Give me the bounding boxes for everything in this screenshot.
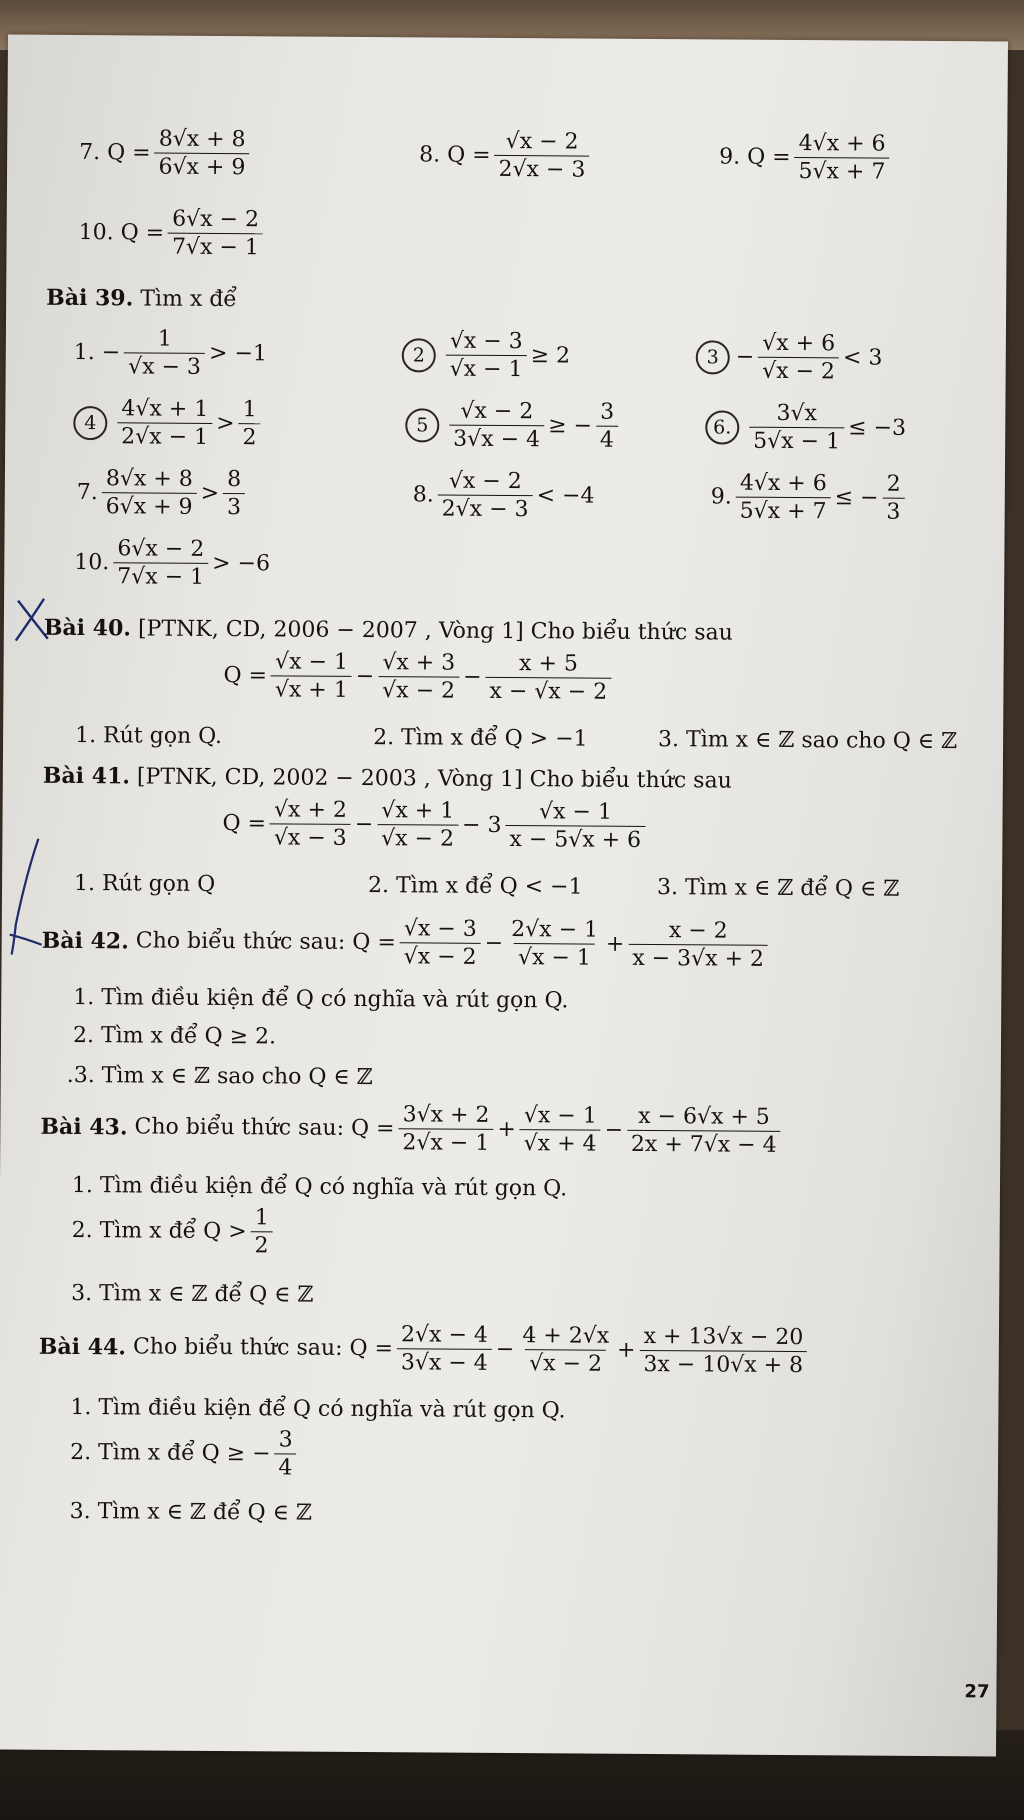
denominator: √x + 1 <box>271 676 352 705</box>
text-span: Cho biểu thức sau: Q = <box>132 1334 394 1362</box>
text-span: 8. Q = <box>419 142 491 169</box>
bai41-heading <box>42 762 732 794</box>
numerator: 4√x + 6 <box>739 470 827 497</box>
text-span: − <box>604 1117 624 1144</box>
fraction <box>518 1322 613 1378</box>
bai40-heading <box>43 614 733 646</box>
denominator: 6√x + 9 <box>102 492 197 521</box>
bai44-task-2 <box>70 1425 301 1482</box>
text-span: Cho biểu thức sau: Q = <box>134 1114 395 1142</box>
text-span: 8. <box>412 482 434 508</box>
text-span: 2. Tìm x để Q > <box>71 1218 247 1245</box>
numerator: 1 <box>254 1205 269 1231</box>
bai39-p10 <box>74 535 270 592</box>
fraction <box>168 206 263 262</box>
fraction <box>250 1204 272 1260</box>
denominator: √x − 2 <box>377 824 458 853</box>
text-span: 7. <box>76 480 98 506</box>
numerator: 2 <box>886 471 901 497</box>
text-span: − <box>484 931 504 957</box>
denominator: 5√x + 7 <box>736 497 831 526</box>
numerator: x − 6√x + 5 <box>638 1103 770 1130</box>
numerator: √x − 1 <box>275 649 349 675</box>
text-span: − <box>101 340 121 366</box>
fraction <box>639 1323 807 1380</box>
denominator: √x − 3 <box>270 824 351 853</box>
numerator: √x − 1 <box>523 1103 597 1129</box>
fraction <box>124 325 205 381</box>
text-span: − <box>735 344 755 371</box>
text-span: − <box>354 812 374 838</box>
fraction <box>596 399 618 455</box>
numerator: √x − 2 <box>460 398 534 425</box>
text-span: Bài 41. <box>42 762 131 790</box>
fraction <box>627 1103 781 1160</box>
bai40-task-2: 2. Tìm x để Q > −1 <box>373 725 588 752</box>
numerator: √x − 2 <box>448 468 522 495</box>
denominator: 4 <box>274 1454 296 1482</box>
fraction <box>749 400 844 456</box>
denominator: √x − 2 <box>758 357 839 386</box>
item-7 <box>79 125 254 182</box>
text-span: ≤ − <box>834 485 879 511</box>
numerator: √x + 3 <box>382 650 456 676</box>
fraction <box>154 126 249 182</box>
denominator: 2√x − 1 <box>398 1129 493 1158</box>
denominator: x − 5√x + 6 <box>505 825 645 854</box>
bai39-heading <box>46 284 237 313</box>
text-span: > <box>216 411 235 437</box>
fraction <box>398 1101 493 1157</box>
fraction <box>758 330 839 386</box>
numerator: 3√x <box>776 400 818 427</box>
text-span: ≤ −3 <box>848 415 907 442</box>
denominator: 2√x − 3 <box>494 155 589 184</box>
denominator: 4 <box>596 426 618 454</box>
bai42-task-2: 2. Tìm x để Q ≥ 2. <box>72 1022 277 1050</box>
numerator: √x + 2 <box>273 797 348 823</box>
fraction <box>520 1102 601 1158</box>
denominator: 7√x − 1 <box>113 563 208 592</box>
numerator: 4 + 2√x <box>522 1323 610 1349</box>
bai40-task-3: 3. Tìm x ∈ ℤ sao cho Q ∈ ℤ <box>658 727 958 755</box>
pen-circle-mark: 6. <box>705 410 739 444</box>
fraction <box>494 128 589 184</box>
denominator: x − 3√x + 2 <box>628 944 768 973</box>
numerator: √x − 2 <box>505 128 579 155</box>
text-span: − <box>495 1337 515 1363</box>
text-span: − 3 <box>462 812 502 839</box>
pen-circle-mark: 3 <box>696 340 730 374</box>
text-span: Cho biểu thức sau: Q = <box>135 928 396 956</box>
numerator: 3√x + 2 <box>402 1102 490 1128</box>
numerator: √x + 1 <box>381 798 455 824</box>
text-span: [PTNK, CD, 2006 − 2007 , Vòng 1] Cho biểu thức sau <box>137 616 733 646</box>
denominator: 3x − 10√x + 8 <box>639 1350 807 1379</box>
fraction <box>449 398 544 454</box>
text-span: + <box>617 1338 636 1364</box>
fraction <box>271 648 352 704</box>
denominator: 2 <box>250 1232 272 1260</box>
text-span: − <box>355 664 375 690</box>
bai39-p2 <box>402 327 571 384</box>
text-span: 2. Tìm x để Q ≥ − <box>70 1440 271 1467</box>
denominator: 3√x − 4 <box>449 425 544 454</box>
text-span: ≥ − <box>548 413 593 439</box>
bai41-expression <box>222 796 649 855</box>
text-span: [PTNK, CD, 2002 − 2003 , Vòng 1] Cho biểu thức sau <box>136 764 732 794</box>
text-span: Q = <box>223 663 268 689</box>
fraction <box>628 917 768 974</box>
text-span: > −6 <box>212 551 271 577</box>
denominator: 7√x − 1 <box>168 233 263 262</box>
fraction <box>117 395 212 451</box>
bai39-p4 <box>73 395 265 452</box>
item-10 <box>78 205 267 262</box>
denominator: √x − 2 <box>378 676 459 705</box>
bai39-p1 <box>74 325 268 382</box>
bai42-heading: Bài 42. Cho biểu thức sau: Q = $\frac{√x - 3}{√x - 2}$ − $\frac{2√x - 1}{√x - 1}$ + $\frac{x - 2}{x - 3√x + 2}$ <box>41 913 772 974</box>
denominator: √x − 3 <box>124 353 205 382</box>
text-span: − <box>463 664 482 691</box>
bai41-task-3: 3. Tìm x ∈ ℤ để Q ∈ ℤ <box>656 875 900 902</box>
bai40-expression <box>223 648 615 706</box>
bai39-p6 <box>705 399 906 456</box>
denominator: √x − 2 <box>525 1349 606 1378</box>
bai44-task-1: 1. Tìm điều kiện để Q có nghĩa và rút gọn Q. <box>70 1394 566 1424</box>
bai39-p3 <box>696 329 883 386</box>
fraction <box>274 1426 296 1482</box>
bai39-p5 <box>405 397 622 454</box>
bai42-task-1: 1. Tìm điều kiện để Q có nghĩa và rút gọn Q. <box>73 984 569 1014</box>
bai43-task-2 <box>71 1203 276 1260</box>
fraction <box>102 465 197 521</box>
denominator: 2x + 7√x − 4 <box>627 1130 781 1159</box>
numerator: 6√x − 2 <box>172 206 260 233</box>
fraction <box>270 796 351 852</box>
denominator: √x − 1 <box>514 943 595 972</box>
denominator: x − √x − 2 <box>485 677 611 706</box>
numerator: √x − 3 <box>449 328 523 355</box>
numerator: 8 <box>227 467 242 493</box>
denominator: 2√x − 3 <box>438 495 533 524</box>
denominator: 6√x + 9 <box>154 153 249 182</box>
text-span: + <box>497 1117 516 1143</box>
denominator: 2 <box>238 423 260 451</box>
numerator: 4√x + 1 <box>121 396 209 422</box>
fraction <box>400 915 481 971</box>
denominator: √x + 4 <box>520 1129 601 1158</box>
text-span: Q = <box>222 811 267 837</box>
numerator: 2√x − 4 <box>400 1322 489 1348</box>
numerator: 8√x + 8 <box>105 466 193 492</box>
fraction <box>736 470 831 526</box>
fraction <box>446 328 527 384</box>
text-span: 10. <box>74 550 110 576</box>
numerator: x − 2 <box>668 918 728 944</box>
fraction <box>223 466 245 522</box>
text-span: 1. <box>73 340 95 366</box>
bai40-task-1: 1. Rút gọn Q. <box>75 722 223 750</box>
bai39-p7 <box>77 465 250 522</box>
text-span: 7. Q = <box>79 140 151 166</box>
bai41-task-1: 1. Rút gọn Q <box>73 870 216 897</box>
text-span: < −4 <box>536 483 595 509</box>
text-span: + <box>605 932 625 958</box>
numerator: x + 5 <box>518 651 578 677</box>
denominator: √x − 2 <box>400 943 481 972</box>
numerator: 2√x − 1 <box>511 917 599 943</box>
numerator: 3 <box>278 1427 293 1453</box>
item-8 <box>419 127 594 184</box>
denominator: √x − 1 <box>446 355 527 384</box>
fraction <box>377 797 458 853</box>
numerator: √x − 3 <box>403 916 477 942</box>
pen-circle-mark: 5 <box>405 408 439 442</box>
denominator: 5√x − 1 <box>749 427 844 456</box>
text-span: Tìm x để <box>140 286 237 313</box>
item-9 <box>719 129 894 186</box>
fraction <box>882 471 904 527</box>
page-number: 27 <box>964 1681 990 1703</box>
text-span: Bài 40. <box>43 614 132 642</box>
numerator: 3 <box>600 399 615 425</box>
denominator: 2√x − 1 <box>117 423 212 452</box>
bai43-task-1: 1. Tìm điều kiện để Q có nghĩa và rút gọn Q. <box>71 1172 568 1202</box>
bai41-task-2: 2. Tìm x để Q < −1 <box>367 873 583 900</box>
numerator: √x + 6 <box>762 330 836 357</box>
text-span: < 3 <box>842 345 883 371</box>
denominator: 3√x − 4 <box>397 1349 492 1378</box>
bai39-p9 <box>711 469 909 526</box>
fraction <box>238 396 260 452</box>
fraction <box>378 649 459 705</box>
denominator: 3 <box>882 498 904 526</box>
numerator: 6√x − 2 <box>117 536 205 562</box>
text-span: > <box>200 481 220 507</box>
text-span: > −1 <box>208 341 268 367</box>
text-span: ≥ 2 <box>530 343 571 369</box>
fraction <box>397 1321 492 1377</box>
numerator: 8√x + 8 <box>158 126 246 153</box>
text-span: Bài 39. <box>46 284 134 312</box>
fraction <box>794 130 889 186</box>
denominator: 5√x + 7 <box>794 157 889 186</box>
bai42-task-3: .3. Tìm x ∈ ℤ sao cho Q ∈ ℤ <box>66 1062 373 1091</box>
numerator: x + 13√x − 20 <box>643 1323 804 1351</box>
bai43-task-3: 3. Tìm x ∈ ℤ để Q ∈ ℤ <box>71 1280 314 1308</box>
numerator: 4√x + 6 <box>798 131 886 157</box>
fraction <box>507 916 602 972</box>
text-span: 9. <box>710 484 732 510</box>
denominator: 3 <box>223 493 245 521</box>
fraction <box>505 798 645 855</box>
bai43-heading: Bài 43. Cho biểu thức sau: Q = $\frac{3√x + 2}{2√x - 1}$ + $\frac{√x - 1}{√x + 4}$ − $\frac{x - 6√x + 5}{2x + 7√x - 4}$ <box>40 1099 785 1160</box>
text-span: 9. Q = <box>719 144 791 171</box>
numerator: √x − 1 <box>538 799 612 825</box>
textbook-page <box>0 35 1008 1757</box>
bai44-heading: Bài 44. Cho biểu thức sau: Q = $\frac{2√x - 4}{3√x - 4}$ − $\frac{4 + 2√x}{√x - 2}$ + $\frac{x + 13√x - 20}{3x - 10√x + 8}$ <box>39 1319 812 1380</box>
bai39-p8 <box>413 467 595 524</box>
bai44-task-3: 3. Tìm x ∈ ℤ để Q ∈ ℤ <box>69 1498 313 1526</box>
text-span: 10. Q = <box>78 220 165 246</box>
numerator: 1 <box>242 397 257 423</box>
pen-circle-mark: 2 <box>402 338 436 372</box>
fraction <box>438 468 533 524</box>
fraction <box>113 535 208 591</box>
pen-circle-mark: 4 <box>73 406 107 440</box>
fraction <box>485 650 611 706</box>
numerator: 1 <box>157 326 172 352</box>
